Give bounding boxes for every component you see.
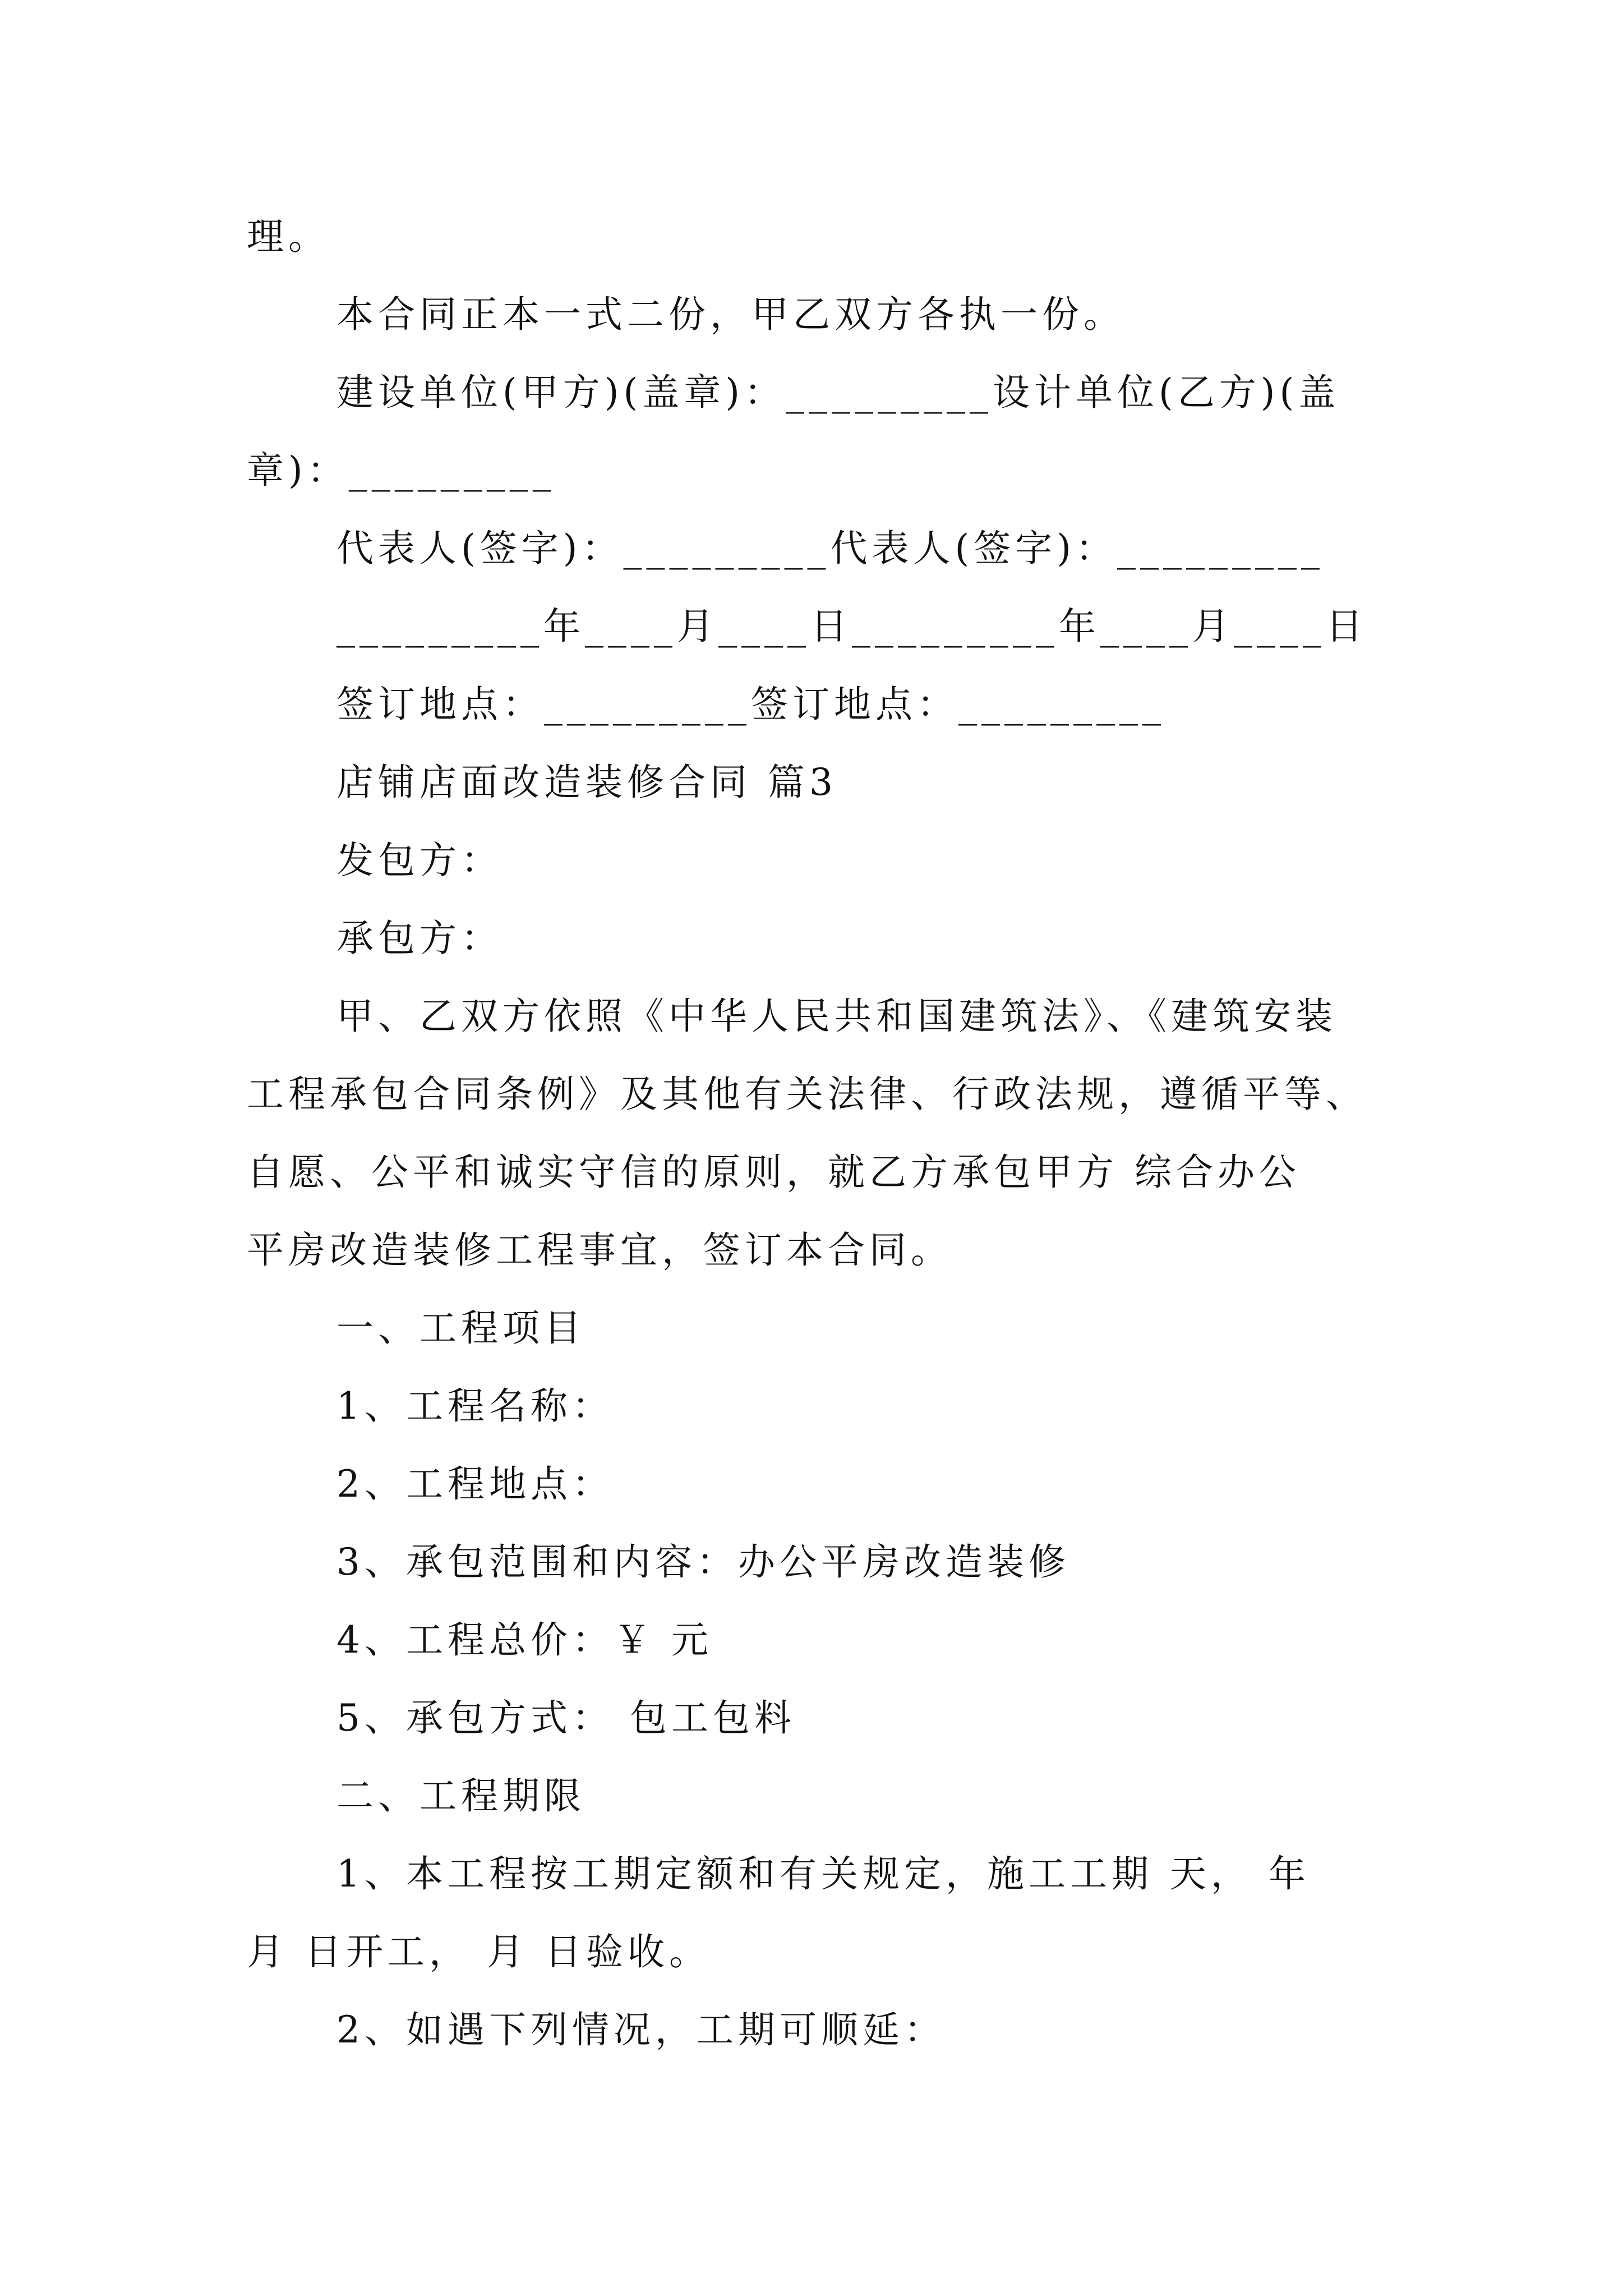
- list-item: 2、工程地点：: [336, 1462, 614, 1506]
- list-item: 5、承包方式： 包工包料: [336, 1696, 796, 1740]
- list-item: 1、本工程按工期定额和有关规定，施工工期 天， 年: [336, 1852, 1310, 1895]
- text-line: 自愿、公平和诚实守信的原则，就乙方承包甲方 综合办公: [247, 1151, 1301, 1194]
- section-heading: 店铺店面改造装修合同 篇3: [336, 761, 837, 804]
- document-body: [247, 197, 1391, 2069]
- list-item: 1、工程名称：: [336, 1384, 614, 1428]
- list-item: 2、如遇下列情况，工期可顺延：: [336, 2008, 946, 2051]
- section-heading: 一、工程项目: [336, 1306, 585, 1350]
- text-line: 甲、乙双方依照《中华人民共和国建筑法》、《建筑安装: [336, 995, 1337, 1038]
- list-item: 3、承包范围和内容：办公平房改造装修: [336, 1540, 1070, 1584]
- text-line: 理。: [247, 215, 330, 258]
- section-heading: 二、工程期限: [336, 1774, 585, 1818]
- text-line: _________年____月____日_________年____月____日: [336, 605, 1367, 648]
- text-line: 月 日开工， 月 日验收。: [247, 1930, 711, 1973]
- text-line: 签订地点：_________签订地点：_________: [336, 683, 1165, 726]
- text-line: 承包方：: [336, 917, 502, 960]
- text-line: 代表人(签字)：_________代表人(签字)：_________: [336, 527, 1324, 570]
- text-line: 发包方：: [336, 839, 502, 882]
- text-line: 本合同正本一式二份，甲乙双方各执一份。: [336, 293, 1125, 336]
- text-line: 章)：_________: [247, 449, 556, 492]
- text-line: 工程承包合同条例》及其他有关法律、行政法规，遵循平等、: [247, 1073, 1367, 1116]
- text-line: 建设单位(甲方)(盖章)：_________设计单位(乙方)(盖: [336, 371, 1340, 414]
- list-item: 4、工程总价：￥ 元: [336, 1618, 713, 1662]
- text-line: 平房改造装修工程事宜，签订本合同。: [247, 1228, 952, 1272]
